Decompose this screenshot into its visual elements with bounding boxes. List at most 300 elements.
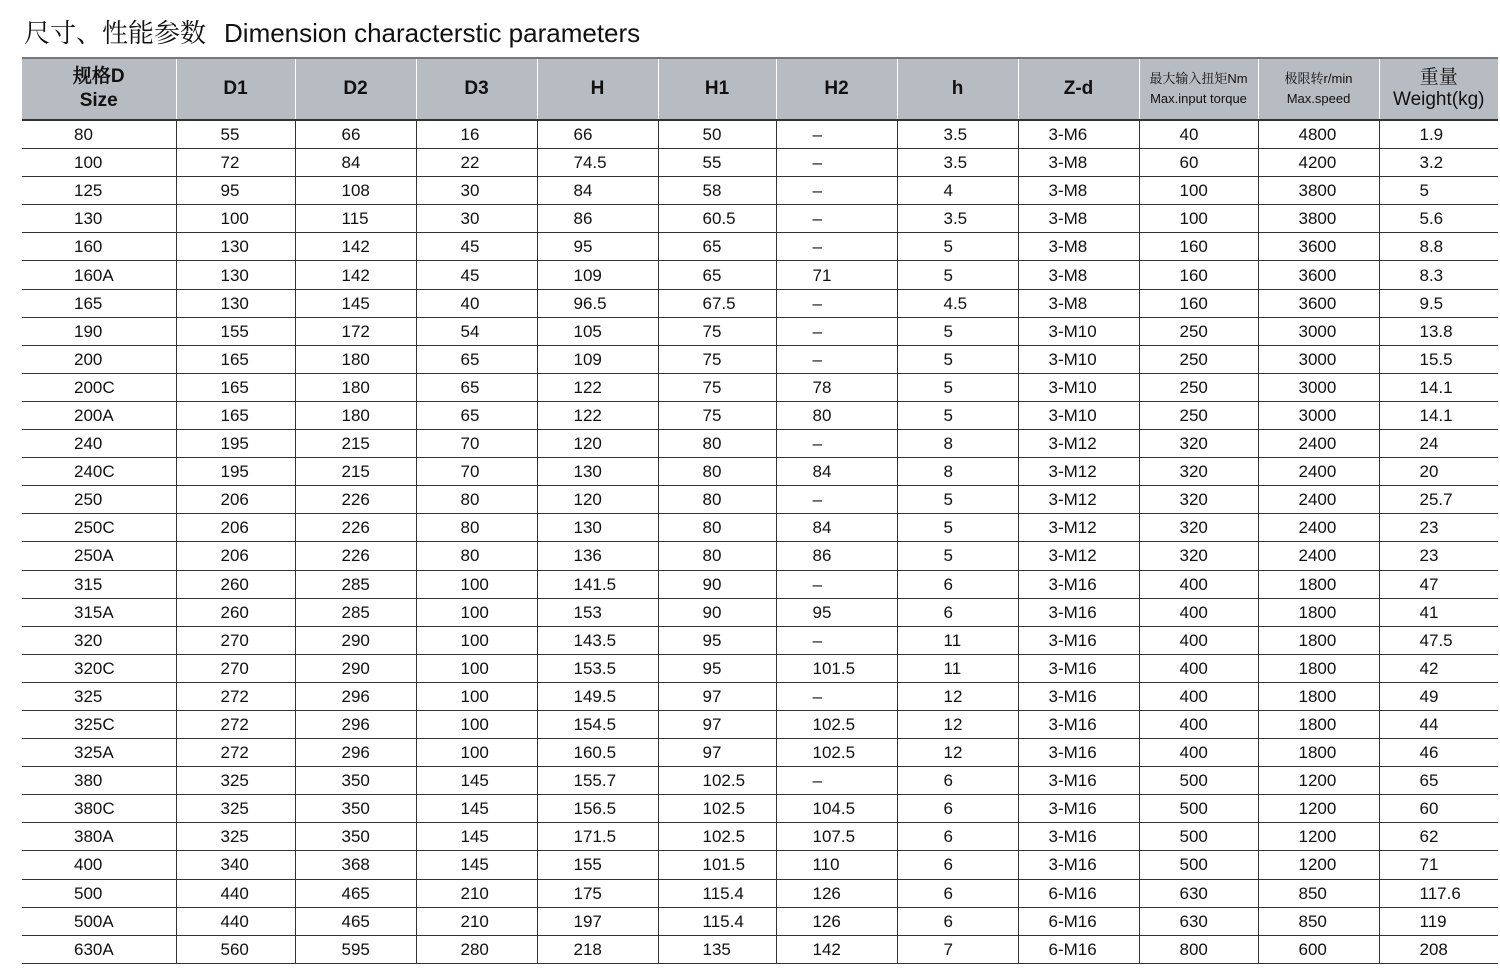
cell-h2: 80 — [776, 401, 897, 429]
cell-d1: 325 — [176, 767, 295, 795]
cell-max-speed: 1800 — [1258, 739, 1379, 767]
cell-small-h: 11 — [897, 626, 1018, 654]
cell-small-h: 12 — [897, 682, 1018, 710]
cell-max-torque: 630 — [1139, 907, 1258, 935]
table-row — [22, 626, 1498, 654]
cell-z-d: 3-M8 — [1018, 233, 1139, 261]
cell-size: 250 — [22, 486, 176, 514]
cell-max-speed: 1800 — [1258, 654, 1379, 682]
cell-size: 250C — [22, 514, 176, 542]
cell-small-h: 5 — [897, 261, 1018, 289]
cell-small-h: 12 — [897, 739, 1018, 767]
cell-d1: 55 — [176, 120, 295, 149]
header-weight-zh: 重量 — [1419, 67, 1458, 88]
cell-h: 122 — [537, 373, 658, 401]
cell-d1: 165 — [176, 345, 295, 373]
cell-h2: 102.5 — [776, 710, 897, 738]
cell-max-speed: 3800 — [1258, 177, 1379, 205]
cell-z-d: 3-M16 — [1018, 710, 1139, 738]
cell-h: 84 — [537, 177, 658, 205]
cell-max-speed: 1800 — [1258, 626, 1379, 654]
cell-size: 250A — [22, 542, 176, 570]
title-chinese: 尺寸、性能参数 — [24, 18, 207, 48]
cell-h1: 80 — [658, 542, 776, 570]
header-max-speed-zh: 极限转r/min — [1284, 71, 1353, 86]
header-h-label: H — [590, 78, 605, 99]
cell-max-torque: 320 — [1139, 542, 1258, 570]
table-row — [22, 795, 1498, 823]
table-body — [22, 120, 1498, 963]
header-h2 — [776, 58, 897, 120]
cell-h: 95 — [537, 233, 658, 261]
cell-h: 74.5 — [537, 149, 658, 177]
cell-d2: 595 — [295, 935, 416, 963]
cell-h2: – — [776, 289, 897, 317]
cell-small-h: 4 — [897, 177, 1018, 205]
cell-d3: 22 — [416, 149, 537, 177]
cell-z-d: 6-M16 — [1018, 879, 1139, 907]
cell-h2: 104.5 — [776, 795, 897, 823]
cell-h: 143.5 — [537, 626, 658, 654]
cell-max-torque: 400 — [1139, 682, 1258, 710]
cell-h: 153.5 — [537, 654, 658, 682]
cell-size: 200C — [22, 373, 176, 401]
cell-max-torque: 320 — [1139, 430, 1258, 458]
cell-d1: 206 — [176, 542, 295, 570]
cell-h2: 84 — [776, 458, 897, 486]
cell-z-d: 3-M10 — [1018, 401, 1139, 429]
header-max-torque-en: Max.input torque — [1150, 91, 1247, 106]
header-d3-label: D3 — [464, 78, 489, 99]
cell-h2: – — [776, 149, 897, 177]
cell-d3: 80 — [416, 514, 537, 542]
cell-weight: 60 — [1379, 795, 1498, 823]
header-h2-label: H2 — [824, 78, 849, 99]
cell-max-torque: 250 — [1139, 373, 1258, 401]
cell-d2: 226 — [295, 542, 416, 570]
cell-h: 96.5 — [537, 289, 658, 317]
cell-h1: 97 — [658, 710, 776, 738]
cell-weight: 25.7 — [1379, 486, 1498, 514]
cell-d3: 145 — [416, 767, 537, 795]
cell-size: 380C — [22, 795, 176, 823]
cell-d3: 80 — [416, 486, 537, 514]
cell-weight: 24 — [1379, 430, 1498, 458]
cell-d1: 165 — [176, 373, 295, 401]
table-row — [22, 879, 1498, 907]
cell-h2: 86 — [776, 542, 897, 570]
cell-h1: 101.5 — [658, 851, 776, 879]
cell-max-torque: 400 — [1139, 654, 1258, 682]
cell-d2: 350 — [295, 823, 416, 851]
cell-d3: 210 — [416, 879, 537, 907]
header-size-zh: 规格D — [72, 66, 125, 87]
cell-max-torque: 250 — [1139, 345, 1258, 373]
cell-weight: 62 — [1379, 823, 1498, 851]
cell-weight: 5 — [1379, 177, 1498, 205]
cell-weight: 47.5 — [1379, 626, 1498, 654]
cell-max-speed: 4200 — [1258, 149, 1379, 177]
cell-h1: 65 — [658, 233, 776, 261]
cell-h2: – — [776, 120, 897, 149]
cell-z-d: 3-M16 — [1018, 682, 1139, 710]
cell-d1: 272 — [176, 682, 295, 710]
cell-max-speed: 2400 — [1258, 458, 1379, 486]
cell-max-torque: 400 — [1139, 598, 1258, 626]
cell-h2: 142 — [776, 935, 897, 963]
cell-weight: 23 — [1379, 514, 1498, 542]
header-small-h-label: h — [951, 78, 964, 99]
header-z-d-label: Z-d — [1063, 78, 1094, 99]
cell-h2: – — [776, 205, 897, 233]
cell-d2: 215 — [295, 430, 416, 458]
cell-h: 122 — [537, 401, 658, 429]
cell-h2: – — [776, 233, 897, 261]
table-row — [22, 233, 1498, 261]
table-row — [22, 401, 1498, 429]
cell-d2: 296 — [295, 739, 416, 767]
cell-h2: – — [776, 317, 897, 345]
cell-max-torque: 800 — [1139, 935, 1258, 963]
cell-size: 380 — [22, 767, 176, 795]
cell-h1: 67.5 — [658, 289, 776, 317]
cell-small-h: 6 — [897, 598, 1018, 626]
cell-h1: 135 — [658, 935, 776, 963]
cell-h1: 95 — [658, 626, 776, 654]
cell-small-h: 5 — [897, 233, 1018, 261]
cell-h2: 71 — [776, 261, 897, 289]
cell-small-h: 5 — [897, 486, 1018, 514]
cell-size: 325 — [22, 682, 176, 710]
cell-max-torque: 160 — [1139, 289, 1258, 317]
cell-size: 190 — [22, 317, 176, 345]
cell-max-speed: 1800 — [1258, 682, 1379, 710]
cell-z-d: 6-M16 — [1018, 935, 1139, 963]
table-row — [22, 261, 1498, 289]
cell-max-speed: 2400 — [1258, 486, 1379, 514]
header-d1-label: D1 — [223, 78, 248, 99]
cell-d3: 80 — [416, 542, 537, 570]
header-max-speed — [1258, 58, 1379, 120]
table-row — [22, 205, 1498, 233]
cell-h1: 75 — [658, 373, 776, 401]
cell-max-torque: 500 — [1139, 851, 1258, 879]
table-row — [22, 739, 1498, 767]
cell-d3: 70 — [416, 458, 537, 486]
cell-h2: – — [776, 570, 897, 598]
cell-d2: 465 — [295, 907, 416, 935]
cell-max-speed: 850 — [1258, 907, 1379, 935]
cell-h2: 84 — [776, 514, 897, 542]
cell-h1: 97 — [658, 739, 776, 767]
cell-weight: 46 — [1379, 739, 1498, 767]
cell-max-speed: 1200 — [1258, 851, 1379, 879]
cell-max-speed: 3800 — [1258, 205, 1379, 233]
cell-d3: 65 — [416, 401, 537, 429]
cell-size: 160 — [22, 233, 176, 261]
cell-d3: 100 — [416, 598, 537, 626]
cell-d3: 280 — [416, 935, 537, 963]
cell-weight: 8.3 — [1379, 261, 1498, 289]
cell-d1: 95 — [176, 177, 295, 205]
cell-z-d: 3-M10 — [1018, 317, 1139, 345]
cell-z-d: 3-M16 — [1018, 851, 1139, 879]
cell-max-torque: 400 — [1139, 570, 1258, 598]
cell-size: 130 — [22, 205, 176, 233]
cell-weight: 15.5 — [1379, 345, 1498, 373]
cell-small-h: 4.5 — [897, 289, 1018, 317]
cell-h: 153 — [537, 598, 658, 626]
table-row — [22, 289, 1498, 317]
cell-d1: 72 — [176, 149, 295, 177]
table-row — [22, 598, 1498, 626]
cell-h: 136 — [537, 542, 658, 570]
cell-h1: 55 — [658, 149, 776, 177]
cell-d2: 368 — [295, 851, 416, 879]
table-row — [22, 851, 1498, 879]
cell-weight: 20 — [1379, 458, 1498, 486]
cell-d3: 100 — [416, 654, 537, 682]
cell-h: 155.7 — [537, 767, 658, 795]
cell-size: 200 — [22, 345, 176, 373]
cell-h2: – — [776, 626, 897, 654]
cell-max-speed: 2400 — [1258, 514, 1379, 542]
cell-max-speed: 3600 — [1258, 261, 1379, 289]
table-row — [22, 654, 1498, 682]
cell-z-d: 3-M16 — [1018, 767, 1139, 795]
cell-d3: 65 — [416, 373, 537, 401]
cell-size: 500 — [22, 879, 176, 907]
cell-d1: 340 — [176, 851, 295, 879]
header-d3 — [416, 58, 537, 120]
cell-size: 240 — [22, 430, 176, 458]
cell-d3: 145 — [416, 823, 537, 851]
cell-small-h: 8 — [897, 458, 1018, 486]
header-max-torque — [1139, 58, 1258, 120]
cell-max-speed: 1800 — [1258, 598, 1379, 626]
cell-h1: 80 — [658, 514, 776, 542]
header-weight — [1379, 58, 1498, 120]
parameters-table — [22, 57, 1498, 964]
cell-z-d: 3-M8 — [1018, 289, 1139, 317]
cell-h: 160.5 — [537, 739, 658, 767]
cell-h: 218 — [537, 935, 658, 963]
table-row — [22, 317, 1498, 345]
header-max-torque-zh: 最大输入扭矩Nm — [1149, 71, 1248, 86]
cell-h1: 90 — [658, 570, 776, 598]
cell-z-d: 3-M12 — [1018, 486, 1139, 514]
cell-z-d: 3-M12 — [1018, 542, 1139, 570]
cell-small-h: 6 — [897, 795, 1018, 823]
cell-h: 175 — [537, 879, 658, 907]
cell-h2: – — [776, 682, 897, 710]
cell-max-speed: 1200 — [1258, 795, 1379, 823]
cell-h1: 90 — [658, 598, 776, 626]
cell-weight: 9.5 — [1379, 289, 1498, 317]
cell-weight: 14.1 — [1379, 373, 1498, 401]
header-weight-en: Weight(kg) — [1392, 89, 1485, 110]
cell-max-speed: 1200 — [1258, 767, 1379, 795]
cell-d2: 142 — [295, 261, 416, 289]
cell-h1: 115.4 — [658, 879, 776, 907]
header-h — [537, 58, 658, 120]
cell-d3: 70 — [416, 430, 537, 458]
cell-h2: 107.5 — [776, 823, 897, 851]
cell-max-torque: 100 — [1139, 177, 1258, 205]
cell-d1: 272 — [176, 739, 295, 767]
cell-weight: 1.9 — [1379, 120, 1498, 149]
cell-z-d: 3-M8 — [1018, 149, 1139, 177]
cell-d3: 145 — [416, 795, 537, 823]
cell-h: 155 — [537, 851, 658, 879]
title-english: Dimension characterstic parameters — [224, 18, 641, 48]
cell-z-d: 3-M6 — [1018, 120, 1139, 149]
cell-d3: 54 — [416, 317, 537, 345]
header-d2 — [295, 58, 416, 120]
cell-weight: 8.8 — [1379, 233, 1498, 261]
cell-z-d: 3-M8 — [1018, 177, 1139, 205]
cell-h1: 75 — [658, 401, 776, 429]
cell-max-torque: 40 — [1139, 120, 1258, 149]
cell-h: 130 — [537, 514, 658, 542]
cell-max-torque: 160 — [1139, 233, 1258, 261]
cell-h2: 101.5 — [776, 654, 897, 682]
cell-z-d: 3-M12 — [1018, 430, 1139, 458]
cell-h: 197 — [537, 907, 658, 935]
cell-weight: 208 — [1379, 935, 1498, 963]
cell-d2: 290 — [295, 626, 416, 654]
cell-weight: 41 — [1379, 598, 1498, 626]
cell-max-torque: 250 — [1139, 401, 1258, 429]
cell-h2: 110 — [776, 851, 897, 879]
cell-weight: 3.2 — [1379, 149, 1498, 177]
cell-d3: 145 — [416, 851, 537, 879]
cell-h: 130 — [537, 458, 658, 486]
cell-h: 109 — [537, 261, 658, 289]
table-row — [22, 542, 1498, 570]
cell-d1: 270 — [176, 626, 295, 654]
cell-small-h: 5 — [897, 401, 1018, 429]
cell-h1: 115.4 — [658, 907, 776, 935]
cell-h: 156.5 — [537, 795, 658, 823]
cell-max-speed: 3600 — [1258, 233, 1379, 261]
cell-max-speed: 1800 — [1258, 570, 1379, 598]
cell-h1: 80 — [658, 430, 776, 458]
cell-size: 200A — [22, 401, 176, 429]
cell-max-torque: 400 — [1139, 710, 1258, 738]
cell-z-d: 3-M16 — [1018, 654, 1139, 682]
cell-h2: 78 — [776, 373, 897, 401]
cell-max-speed: 600 — [1258, 935, 1379, 963]
cell-z-d: 3-M8 — [1018, 261, 1139, 289]
cell-small-h: 12 — [897, 710, 1018, 738]
cell-d1: 560 — [176, 935, 295, 963]
cell-h1: 97 — [658, 682, 776, 710]
cell-max-speed: 2400 — [1258, 430, 1379, 458]
table-row — [22, 710, 1498, 738]
cell-d3: 45 — [416, 261, 537, 289]
cell-d1: 206 — [176, 514, 295, 542]
cell-size: 325A — [22, 739, 176, 767]
cell-d1: 440 — [176, 907, 295, 935]
cell-max-torque: 250 — [1139, 317, 1258, 345]
cell-max-torque: 500 — [1139, 823, 1258, 851]
cell-d3: 30 — [416, 177, 537, 205]
table-row — [22, 570, 1498, 598]
cell-max-torque: 400 — [1139, 739, 1258, 767]
header-max-speed-en: Max.speed — [1286, 91, 1351, 106]
cell-d1: 165 — [176, 401, 295, 429]
table-row — [22, 430, 1498, 458]
cell-d2: 285 — [295, 598, 416, 626]
cell-size: 500A — [22, 907, 176, 935]
table-header-row — [22, 58, 1498, 120]
cell-size: 160A — [22, 261, 176, 289]
cell-h: 149.5 — [537, 682, 658, 710]
header-z-d — [1018, 58, 1139, 120]
cell-d2: 180 — [295, 401, 416, 429]
cell-weight: 44 — [1379, 710, 1498, 738]
cell-weight: 71 — [1379, 851, 1498, 879]
cell-size: 325C — [22, 710, 176, 738]
cell-h: 109 — [537, 345, 658, 373]
cell-d2: 108 — [295, 177, 416, 205]
cell-h: 120 — [537, 486, 658, 514]
cell-h2: – — [776, 430, 897, 458]
cell-h1: 60.5 — [658, 205, 776, 233]
cell-d3: 100 — [416, 739, 537, 767]
cell-weight: 13.8 — [1379, 317, 1498, 345]
cell-d3: 100 — [416, 626, 537, 654]
cell-max-speed: 4800 — [1258, 120, 1379, 149]
cell-h1: 80 — [658, 486, 776, 514]
header-size — [22, 58, 176, 120]
cell-h2: – — [776, 177, 897, 205]
cell-z-d: 3-M16 — [1018, 598, 1139, 626]
cell-d2: 350 — [295, 767, 416, 795]
cell-size: 100 — [22, 149, 176, 177]
cell-z-d: 3-M12 — [1018, 458, 1139, 486]
cell-weight: 65 — [1379, 767, 1498, 795]
cell-d3: 100 — [416, 682, 537, 710]
cell-d3: 16 — [416, 120, 537, 149]
header-size-en: Size — [79, 90, 118, 111]
cell-d2: 172 — [295, 317, 416, 345]
cell-d1: 155 — [176, 317, 295, 345]
cell-h: 86 — [537, 205, 658, 233]
cell-size: 400 — [22, 851, 176, 879]
cell-d2: 296 — [295, 710, 416, 738]
cell-z-d: 3-M16 — [1018, 570, 1139, 598]
cell-d2: 180 — [295, 345, 416, 373]
cell-small-h: 6 — [897, 823, 1018, 851]
cell-max-torque: 500 — [1139, 767, 1258, 795]
cell-small-h: 5 — [897, 345, 1018, 373]
cell-z-d: 3-M16 — [1018, 795, 1139, 823]
cell-d1: 325 — [176, 795, 295, 823]
cell-d2: 285 — [295, 570, 416, 598]
cell-h1: 80 — [658, 458, 776, 486]
cell-small-h: 6 — [897, 570, 1018, 598]
cell-size: 320C — [22, 654, 176, 682]
cell-small-h: 6 — [897, 907, 1018, 935]
cell-small-h: 6 — [897, 767, 1018, 795]
cell-weight: 47 — [1379, 570, 1498, 598]
cell-max-speed: 3000 — [1258, 401, 1379, 429]
cell-d3: 100 — [416, 570, 537, 598]
header-d1 — [176, 58, 295, 120]
cell-max-speed: 3000 — [1258, 373, 1379, 401]
